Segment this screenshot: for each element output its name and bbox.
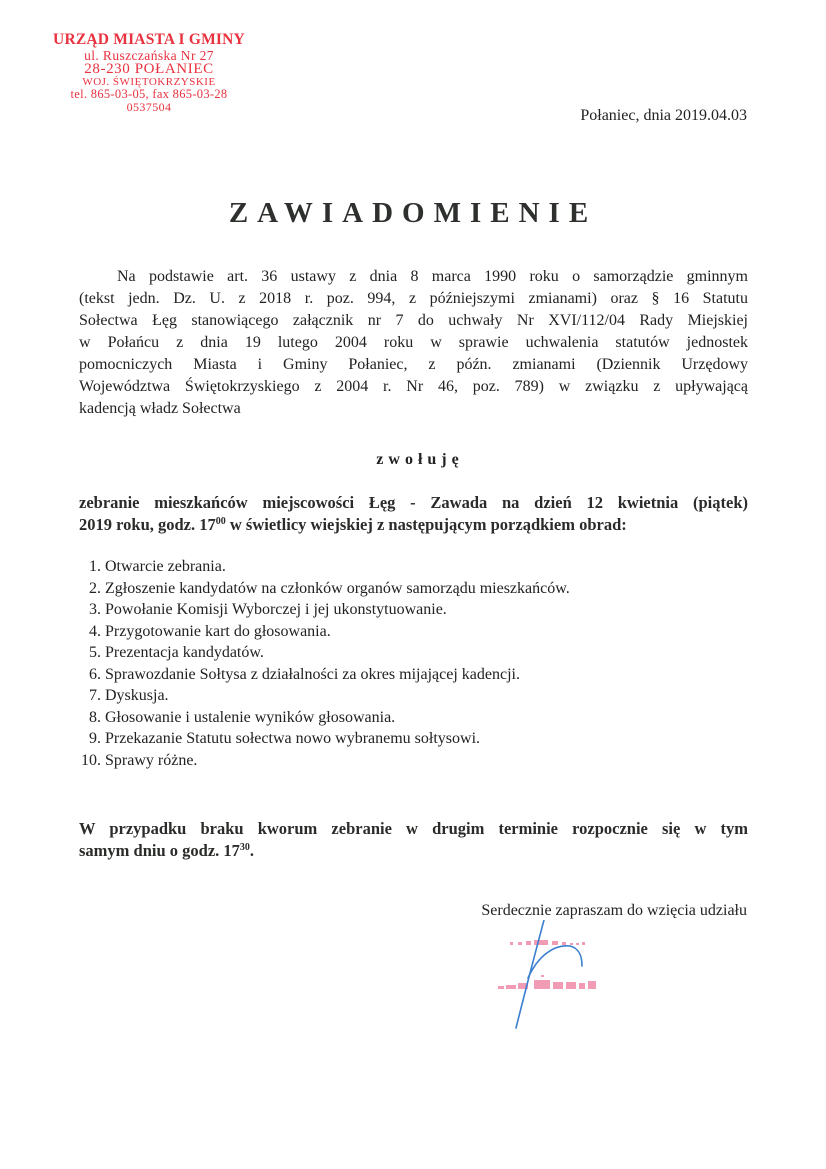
quorum-notice: [79, 818, 748, 862]
agenda-number: 9.: [89, 730, 101, 747]
date-line: Połaniec, dnia 2019.04.03: [580, 107, 747, 124]
intro-line: w Połańcu z dnia 19 lutego 2004 roku w sprawie uchwalenia statutów jednostek: [79, 334, 748, 351]
agenda-item: [79, 642, 570, 664]
invitation-line: Serdecznie zapraszam do wzięcia udziału: [481, 902, 747, 919]
agenda-text: Sprawozdanie Sołtysa z działalności za okres mijającej kadencji.: [105, 665, 520, 683]
intro-paragraph: [79, 266, 748, 420]
agenda-list: [79, 556, 570, 771]
quorum-line-2: [79, 840, 748, 862]
intro-line: (tekst jedn. Dz. U. z 2018 r. poz. 994, z późniejszymi zmianami) oraz § 16 Statutu: [79, 290, 748, 307]
agenda-number: 1.: [89, 558, 101, 575]
agenda-text: Powołanie Komisji Wyborczej i jej ukonstytuowanie.: [105, 601, 447, 618]
agenda-item: [79, 728, 570, 750]
convene-heading: zwołuję: [376, 451, 464, 468]
meeting-line-1: zebranie mieszkańców miejscowości Łęg - Zawada na dzień 12 kwietnia (piątek): [79, 493, 748, 512]
agenda-item: [79, 556, 570, 578]
agenda-number: 4.: [89, 622, 101, 640]
agenda-text: Przygotowanie kart do głosowania.: [105, 622, 331, 640]
meeting-place: w świetlicy wiejskiej z następującym porządkiem obrad:: [225, 515, 627, 534]
agenda-text: Głosowanie i ustalenie wyników głosowania.: [105, 708, 396, 726]
stamp-city: 28-230 POŁANIEC: [84, 61, 214, 77]
agenda-item: [79, 578, 570, 600]
intro-line: Na podstawie art. 36 ustawy z dnia 8 marca 1990 roku o samorządzie gminnym: [117, 268, 748, 285]
handwritten-signature: [516, 920, 582, 1028]
stamp-region: WOJ. ŚWIĘTOKRZYSKIE: [82, 76, 216, 88]
agenda-item: [79, 664, 570, 686]
intro-line: Sołectwa Łęg stanowiącego załącznik nr 7 do uchwały Nr XVI/112/04 Rady Miejskiej: [79, 312, 748, 329]
signature-with-stamp: [490, 920, 660, 1030]
agenda-text: Zgłoszenie kandydatów na członków organów samorządu mieszkańców.: [105, 579, 570, 597]
quorum-time: samym dniu o godz. 17: [79, 841, 240, 860]
meeting-announcement: [79, 492, 748, 536]
agenda-text: Prezentacja kandydatów.: [105, 644, 264, 661]
meeting-time-minutes: 00: [215, 516, 226, 527]
agenda-item: [79, 750, 570, 772]
stamp-regon: 0537504: [126, 99, 172, 114]
office-stamp: [24, 32, 274, 113]
meeting-time: 2019 roku, godz. 17: [79, 515, 216, 534]
agenda-text: Dyskusja.: [105, 687, 169, 704]
stamp-street: ul. Ruszczańska Nr 27: [84, 47, 214, 63]
agenda-number: 2.: [89, 579, 101, 597]
intro-line: Województwa Świętokrzyskiego z 2004 r. Nr 46, poz. 789) w związku z upływającą: [79, 378, 748, 395]
quorum-period: .: [249, 841, 255, 860]
agenda-item: [79, 621, 570, 643]
agenda-number: 8.: [89, 708, 101, 726]
meeting-line-2: [79, 514, 748, 536]
agenda-number: 3.: [89, 601, 101, 618]
agenda-number: 6.: [89, 665, 101, 683]
document-title: ZAWIADOMIENIE: [228, 197, 598, 229]
quorum-line-1: W przypadku braku kworum zebranie w drugim terminie rozpocznie się w tym: [79, 819, 748, 838]
agenda-item: [79, 685, 570, 707]
agenda-text: Otwarcie zebrania.: [105, 558, 226, 575]
agenda-number: 10.: [81, 751, 101, 769]
agenda-item: [79, 707, 570, 729]
agenda-number: 7.: [89, 687, 101, 704]
agenda-item: [79, 599, 570, 621]
agenda-text: Przekazanie Statutu sołectwa nowo wybranemu sołtysowi.: [105, 730, 481, 747]
quorum-time-minutes: 30: [239, 842, 250, 853]
stamp-phone: tel. 865-03-05, fax 865-03-28: [70, 87, 228, 101]
stamp-office-name: URZĄD MIASTA I GMINY: [53, 31, 245, 48]
agenda-text: Sprawy różne.: [105, 751, 198, 769]
intro-line: pomocniczych Miasta i Gminy Połaniec, z późn. zmianami (Dziennik Urzędowy: [79, 356, 748, 373]
intro-line: kadencją władz Sołectwa: [79, 400, 241, 417]
agenda-number: 5.: [89, 644, 101, 661]
